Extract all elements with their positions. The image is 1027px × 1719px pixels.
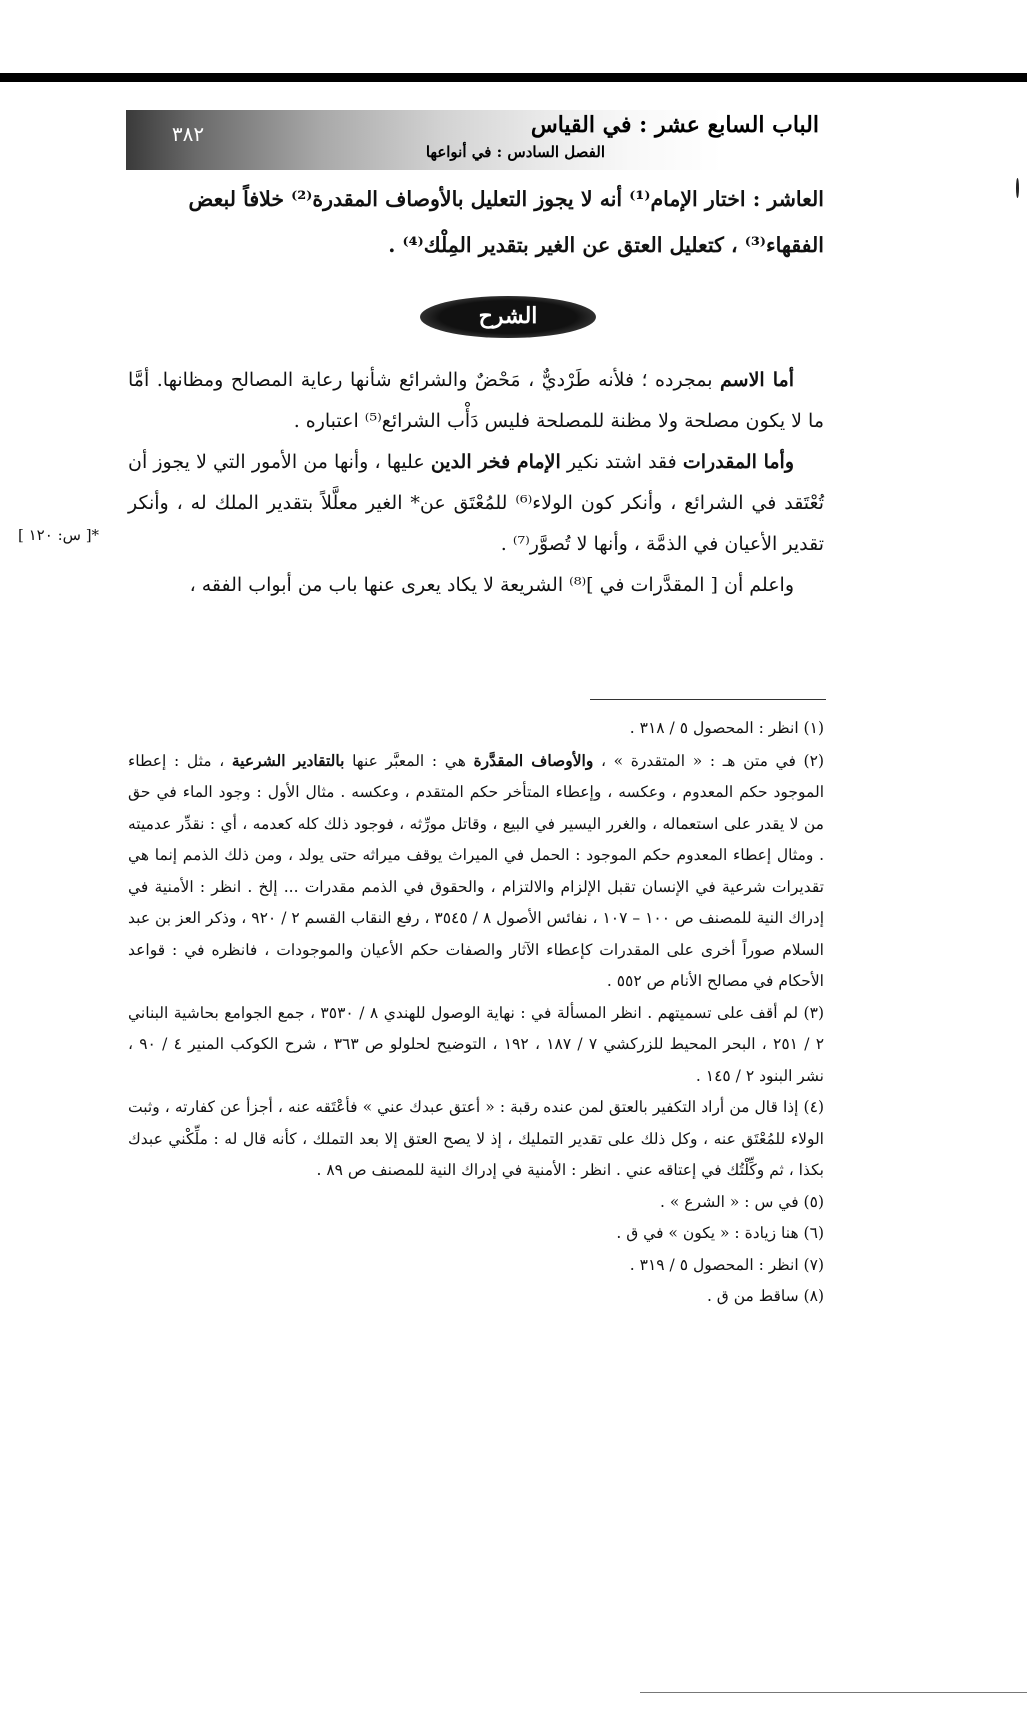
chapter-title: الباب السابع عشر : في القياس: [530, 112, 819, 138]
running-header: [126, 110, 827, 170]
matn-line: الفقهاء⁽³⁾ ، كتعليل العتق عن الغير بتقدير المِلْك⁽⁴⁾ .: [388, 233, 824, 257]
section-title: الفصل السادس : في أنواعها: [425, 143, 605, 161]
commentary-span: عليها ، وأنها من الأمور التي لا يجوز أن تُعْتَقد في الشرائع ، وأنكر كون الولاء⁽⁶⁾ للمُعْتَق عن* الغير معلَّلاً بتقدير الملك له ، وأنكر تقدير الأعيان في الذمَّة ، وأنها لا تُصوَّر⁽⁷⁾ .: [128, 451, 824, 555]
footnote-4: (٤) إذا قال من أراد التكفير بالعتق لمن عنده رقبة : « أعتق عبدك عني » فأعْتَقه عنه ، أجزأ عن كفارته ، وثبت الولاء للمُعْتَق عنه ، وكل ذلك على تقدير التمليك ، إذ لا يصح العتق إلا بعد التملك ، كأنه قال له : ملِّكْني عبدك بكذا ، ثم وكِّلْتُك في إعتاقه عني . انظر : الأمنية في إدراك النية للمصنف ص ٨٩ .: [128, 1098, 824, 1179]
footnote-7: (٧) انظر : المحصول ٥ / ٣١٩ .: [629, 1255, 824, 1274]
margin-note: *[ س: ١٢٠ ]: [18, 526, 100, 544]
commentary-bold: وأما المقدرات: [682, 451, 795, 473]
footnotes: [128, 713, 824, 1313]
matn-line: العاشر : اختار الإمام⁽¹⁾ أنه لا يجوز التعليل بالأوصاف المقدرة⁽²⁾ خلافاً لبعض: [188, 187, 824, 211]
footnote-2: [128, 745, 824, 998]
commentary-text: [128, 360, 824, 606]
footnote-1: (١) انظر : المحصول ٥ / ٣١٨ .: [629, 719, 824, 737]
footnote-bold: والأوصاف المقدَّرة: [473, 750, 594, 770]
page-number: ٣٨٢: [171, 122, 205, 146]
edge-mark: [1016, 178, 1019, 198]
top-rule: [0, 73, 1027, 82]
commentary-paragraph: واعلم أن [ المقدَّرات في ]⁽⁸⁾ الشريعة لا يكاد يعرى عنها باب من أبواب الفقه ،: [189, 574, 794, 596]
footnote-span: هي : المعبَّر عنها: [344, 751, 474, 770]
commentary-bold: الإمام فخر الدين: [430, 451, 561, 473]
footnote-bold: بالتقادير الشرعية: [231, 750, 345, 770]
commentary-paragraph: [128, 442, 824, 565]
commentary-span: فقد اشتد نكير: [560, 451, 683, 473]
footnote-3: (٣) لم أقف على تسميتهم . انظر المسألة في : نهاية الوصول للهندي ٨ / ٣٥٣٠ ، جمع الجوامع بحاشية البناني ٢ / ٢٥١ ، البحر المحيط للزركشي ٧ / ١٨٧ ، ١٩٢ ، التوضيح لحلولو ص ٣٦٣ ، شرح الكوكب المنير ٤ / ٩٠ ، نشر البنود ٢ / ١٤٥ .: [128, 1003, 825, 1085]
commentary-bold: أما الاسم: [720, 369, 794, 391]
footnote-span: (٢) في متن هـ : « المتقدرة » ،: [593, 751, 824, 770]
footnote-separator: [590, 699, 826, 700]
matn-text: [128, 176, 824, 268]
sharh-badge: الشرح: [420, 296, 596, 338]
commentary-paragraph: [128, 360, 824, 442]
footnote-span: ، مثل : إعطاء الموجود حكم المعدوم ، وعكسه ، وإعطاء المتأخر حكم المتقدم ، وعكسه . مثال الأول : وجود الماء في حق من لا يقدر على استعماله ، والغرر اليسير في البيع ، وقاتل مورِّثه ، فوجود ذلك كله كعدمه ، أي : نقدِّر عدميته . ومثال إعطاء المعدوم حكم الموجود : الحمل في الميراث يوقف ميراثه حتى يولد ، ومن ذلك الذمم إنما هي تقديرات شرعية في الإنسان تقبل الإلزام والالتزام ، والحقوق في الذمم مقدرات ... إلخ . انظر : الأمنية في إدراك النية للمصنف ص ١٠٠ – ١٠٧ ، نفائس الأصول ٨ / ٣٥٤٥ ، رفع النقاب القسم ٢ / ٩٢٠ ، وذكر العز بن عبد السلام صوراً أخرى على المقدرات كإعطاء الآثار والصفات حكم الأعيان والموجودات ، فانظره في : قواعد الأحكام في مصالح الأنام ص ٥٥٢ .: [128, 751, 825, 990]
footnote-5: (٥) في س : « الشرع » .: [660, 1192, 824, 1211]
footnote-8: (٨) ساقط من ق .: [706, 1287, 824, 1305]
footnote-6: (٦) هنا زيادة : « يكون » في ق .: [616, 1224, 824, 1242]
bottom-rule: [640, 1692, 1027, 1693]
commentary-span: بمجرده ؛ فلأنه طَرْديٌّ ، مَحْضٌ والشرائع شأنها رعاية المصالح ومظانها. أمَّا ما لا يكون مصلحة ولا مظنة للمصلحة فليس دَأْب الشرائع⁽⁵⁾ اعتباره .: [128, 369, 824, 432]
